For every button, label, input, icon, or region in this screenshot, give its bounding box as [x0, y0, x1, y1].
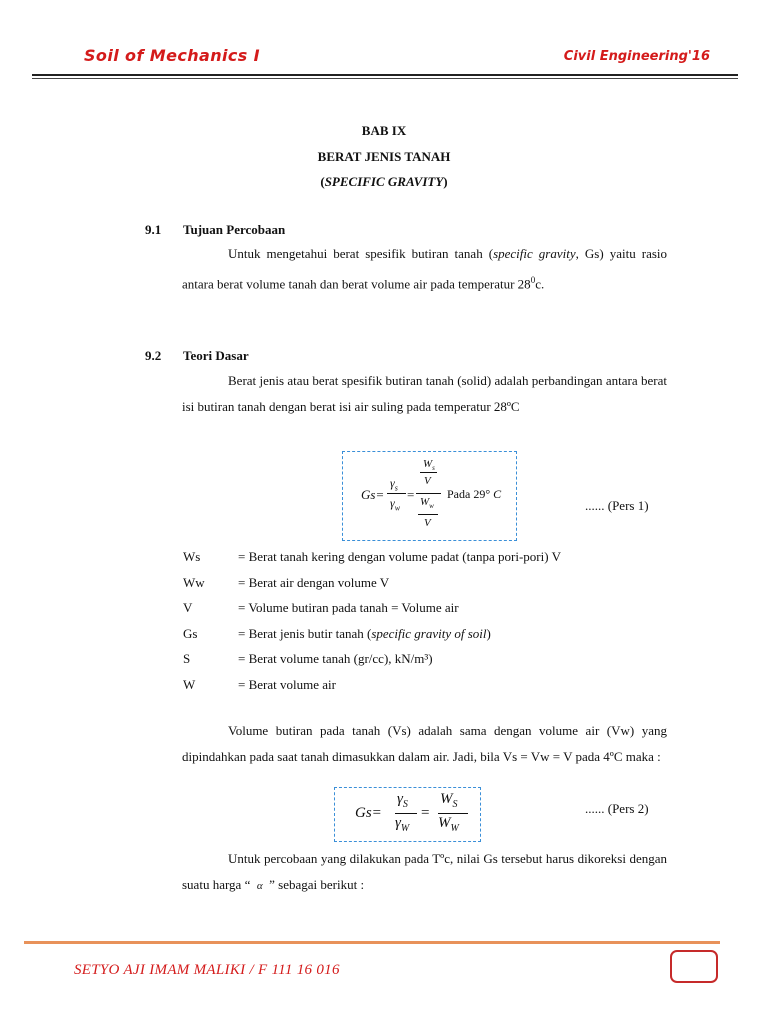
section-2-number: 9.2: [145, 348, 162, 363]
header-divider: [32, 74, 738, 76]
def-symbol: W: [183, 677, 196, 692]
subject-title: BERAT JENIS TANAH: [317, 149, 451, 164]
formula-2-lhs: Gs=: [355, 805, 382, 821]
footer-author: SETYO AJI IMAM MALIKI / F 111 16 016: [74, 962, 340, 978]
header-divider-thin: [32, 78, 738, 79]
section-1-paragraph: Untuk mengetahui berat spesifik butiran tanah (specific gravity, Gs) yaitu rasio antara berat volume tanah dan berat volume air pada temperatur $28^0c$.: [182, 246, 668, 292]
formula-1-v-bottom: V: [424, 517, 431, 529]
formula-1-ww-line: [418, 514, 438, 515]
def-text: = Berat air dengan volume V: [238, 575, 390, 590]
formula-1-condition: Pada 29° C: [447, 487, 502, 501]
def-symbol: Ws: [183, 549, 201, 564]
formula-1-gamma-w: $\gamma_w$: [390, 496, 401, 513]
formula-1-ws: $W_s$: [423, 458, 435, 473]
alpha-symbol: α: [256, 880, 263, 892]
def-symbol: Gs: [183, 626, 198, 641]
subject-title-en-text: SPECIFIC GRAVITY: [324, 174, 444, 189]
header-right-title: Civil Engineering'16: [563, 49, 710, 64]
def-symbol: V: [183, 600, 193, 615]
formula-2-gamma-s: $\gamma_S$: [397, 791, 408, 810]
formula-1-ref: ...... (Pers 1): [585, 498, 649, 513]
formula-2-ref: ...... (Pers 2): [585, 801, 649, 816]
section-2-paragraph: Berat jenis atau berat spesifik butiran tanah (solid) adalah perbandingan antara berat isi butiran tanah dengan berat isi air suling pada temperatur 28ºC: [182, 373, 667, 414]
formula-2-line-2: [438, 813, 468, 814]
formula-1-equals: =: [407, 487, 415, 502]
paragraph-correction: Untuk percobaan yang dilakukan pada Tºc, nilai Gs tersebut harus dikoreksi dengan suatu harga “ α ” sebagai berikut :: [182, 851, 667, 892]
formula-1-lhs: Gs=: [361, 487, 385, 502]
formula-2-ww: $W_W$: [438, 815, 459, 834]
def-text: = Berat volume air: [238, 677, 336, 692]
formula-1-ww: $W_w$: [420, 496, 434, 511]
formula-2-gamma-w: $\gamma_W$: [395, 815, 410, 834]
def-text: = Berat jenis butir tanah (specific gravity of soil): [238, 626, 491, 641]
footer-divider: [24, 941, 720, 944]
page-number-box: [670, 950, 718, 983]
section-1-heading: Tujuan Percobaan: [183, 222, 286, 237]
formula-1-ws-line: [420, 472, 437, 473]
formula-2-ws: $W_S$: [440, 791, 458, 810]
formula-1-box: [342, 451, 517, 541]
section-2-heading: Teori Dasar: [183, 348, 249, 363]
def-text: = Volume butiran pada tanah = Volume air: [238, 600, 459, 615]
def-text: = Berat tanah kering dengan volume padat (tanpa pori-pori) V: [238, 549, 561, 564]
formula-2-box: [334, 787, 481, 842]
chapter-title: BAB IX: [361, 123, 407, 138]
def-symbol: Ww: [183, 575, 205, 590]
header-left-title: Soil of Mechanics I: [84, 46, 261, 65]
def-symbol: S: [183, 651, 191, 666]
formula-1-gamma-s: $\gamma_s$: [390, 476, 398, 493]
paragraph-volume: Volume butiran pada tanah (Vs) adalah sama dengan volume air (Vw) yang dipindahkan pada saat tanah dimasukkan dalam air. Jadi, bila Vs = Vw = V pada 4ºC maka :: [182, 723, 667, 764]
def-text: = Berat volume tanah (gr/cc), kN/m³): [238, 651, 433, 666]
section-1-number: 9.1: [145, 222, 162, 237]
formula-2-line-1: [395, 813, 417, 814]
formula-2-equals: =: [421, 805, 430, 821]
formula-1-fraction-line: [387, 493, 406, 494]
formula-1-main-line: [416, 493, 441, 494]
formula-1-v-top: V: [424, 475, 431, 487]
subject-title-en: (SPECIFIC GRAVITY): [320, 174, 448, 189]
